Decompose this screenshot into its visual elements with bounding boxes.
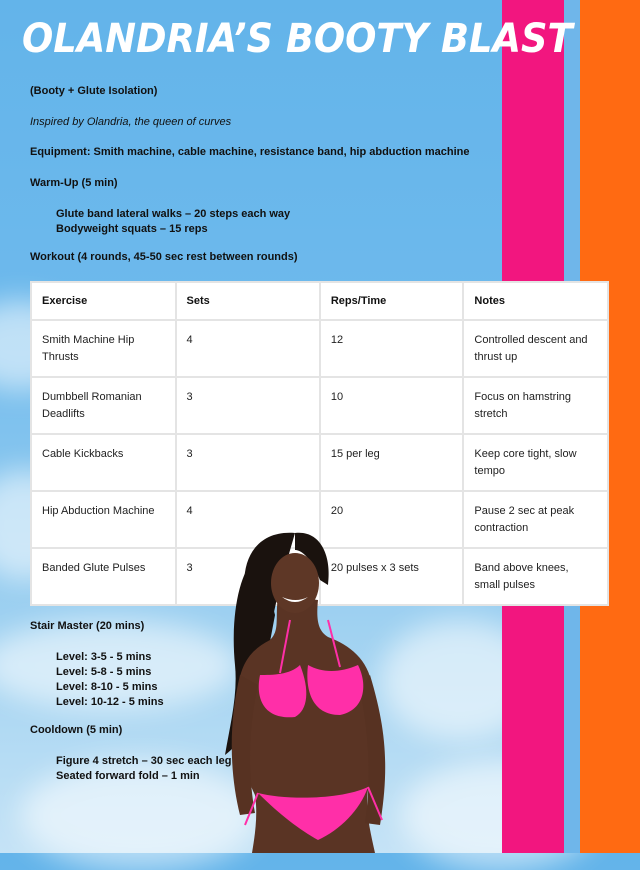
tagline: Inspired by Olandria, the queen of curves bbox=[30, 116, 232, 128]
cell-notes: Keep core tight, slow tempo bbox=[463, 434, 608, 491]
model-photo bbox=[200, 525, 430, 853]
cell-sets: 3 bbox=[176, 548, 320, 605]
cell-reps: 20 bbox=[320, 491, 464, 548]
cooldown-heading: Cooldown (5 min) bbox=[30, 724, 123, 736]
column-header: Notes bbox=[463, 282, 608, 320]
cell-notes: Pause 2 sec at peak contraction bbox=[463, 491, 608, 548]
cell-notes: Controlled descent and thrust up bbox=[463, 320, 608, 377]
cell-exercise: Hip Abduction Machine bbox=[31, 491, 176, 548]
stairmaster-heading: Stair Master (20 mins) bbox=[30, 620, 145, 632]
cell-reps: 12 bbox=[320, 320, 464, 377]
stairmaster-item: Level: 10-12 - 5 mins bbox=[56, 696, 164, 708]
cell-exercise: Smith Machine Hip Thrusts bbox=[31, 320, 176, 377]
table-row bbox=[31, 320, 608, 377]
table-header-row bbox=[31, 282, 608, 320]
warmup-item: Glute band lateral walks – 20 steps each way bbox=[56, 208, 291, 220]
stairmaster-item: Level: 8-10 - 5 mins bbox=[56, 681, 158, 693]
table-row bbox=[31, 434, 608, 491]
cell-sets: 3 bbox=[176, 434, 320, 491]
stairmaster-item: Level: 3-5 - 5 mins bbox=[56, 651, 152, 663]
cell-exercise: Dumbbell Romanian Deadlifts bbox=[31, 377, 176, 434]
cooldown-item: Seated forward fold – 1 min bbox=[56, 770, 200, 782]
column-header: Exercise bbox=[31, 282, 176, 320]
workout-heading: Workout (4 rounds, 45-50 sec rest between rounds) bbox=[30, 251, 298, 263]
column-header: Sets bbox=[176, 282, 320, 320]
cooldown-item: Figure 4 stretch – 30 sec each leg bbox=[56, 755, 232, 767]
cell-reps: 10 bbox=[320, 377, 464, 434]
equipment-line: Equipment: Smith machine, cable machine, resistance band, hip abduction machine bbox=[30, 146, 470, 158]
warmup-item: Bodyweight squats – 15 reps bbox=[56, 223, 208, 235]
subtitle: (Booty + Glute Isolation) bbox=[30, 85, 158, 97]
stairmaster-item: Level: 5-8 - 5 mins bbox=[56, 666, 152, 678]
cell-reps: 20 pulses x 3 sets bbox=[320, 548, 464, 605]
cell-exercise: Banded Glute Pulses bbox=[31, 548, 176, 605]
cell-sets: 3 bbox=[176, 377, 320, 434]
cell-reps: 15 per leg bbox=[320, 434, 464, 491]
cell-sets: 4 bbox=[176, 491, 320, 548]
cell-notes: Focus on hamstring stretch bbox=[463, 377, 608, 434]
cell-notes: Band above knees, small pulses bbox=[463, 548, 608, 605]
cell-exercise: Cable Kickbacks bbox=[31, 434, 176, 491]
cell-sets: 4 bbox=[176, 320, 320, 377]
page-title: OLANDRIA’S BOOTY BLAST bbox=[22, 16, 573, 62]
table-row bbox=[31, 377, 608, 434]
column-header: Reps/Time bbox=[320, 282, 464, 320]
warmup-heading: Warm-Up (5 min) bbox=[30, 177, 118, 189]
